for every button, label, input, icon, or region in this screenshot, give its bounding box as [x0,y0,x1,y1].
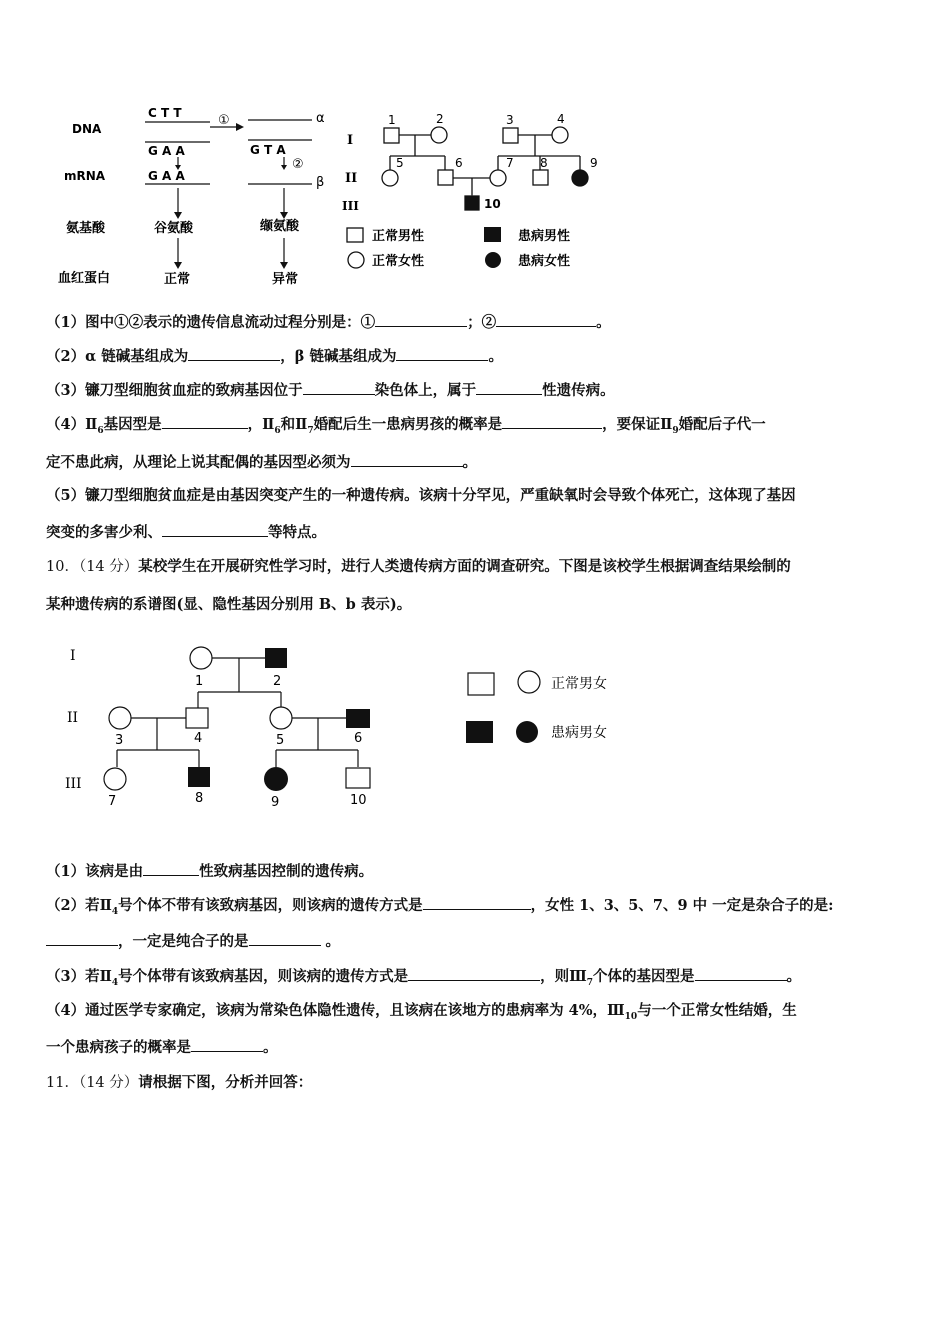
p2-num-9: 9 [271,795,280,810]
q9-line-4 [46,414,766,441]
step-1-label: ① [218,113,230,128]
row-label-mrna: mRNA [64,169,106,183]
q10-s1-text: （1）该病是由 [46,863,144,880]
ped1-num-6: 6 [455,156,463,170]
ped1-num-4: 4 [557,112,565,126]
answer-blank[interactable] [408,966,540,981]
q10-s4b-text: 号个体带有该致病基因，则该病的遗传方式是 [118,968,409,985]
answer-blank[interactable] [695,966,787,981]
q10-number: 10．（14 分） [46,559,139,575]
q9-l4g-text: 婚配后子代一 [678,416,766,433]
p2-male-10 [346,768,370,788]
q9-line-1 [46,312,611,333]
legend-normal-female: 正常女性 [372,254,425,269]
q9-l1-text: （1）图中①②表示的遗传信息流动过程分别是：① [46,314,376,331]
ped1-num-3: 3 [506,113,514,127]
answer-blank[interactable] [162,522,268,537]
mutant-strand: G T A [250,143,286,157]
answer-blank[interactable] [188,346,280,361]
ped1-female-4 [552,127,568,143]
row-label-dna: DNA [72,122,102,136]
answer-blank[interactable] [249,931,321,946]
answer-blank[interactable] [502,414,602,429]
ped1-female-2 [431,127,447,143]
q9-l4f-text: ，要保证Ⅱ [602,416,673,433]
q9-sub: 7 [307,425,314,436]
p2-legend-affected-male-icon [466,721,493,743]
ped1-num-5: 5 [396,156,404,170]
q9-l3c-text: 性遗传病。 [542,382,615,399]
q9-l2-text: （2）α 链碱基组成为 [46,348,189,365]
q10-s5a-text: （4）通过医学专家确定，该病为常染色体隐性遗传，且该病在该地方的患病率为 4%，Ⅲ [46,1002,625,1019]
q9-l7-text: 突变的多害少利、 [46,524,162,541]
q9-l3-text: （3）镰刀型细胞贫血症的致病基因位于 [46,382,303,399]
q10-sub: 4 [111,977,119,988]
p2-legend-affected: 患病男女 [551,725,607,741]
q9-l3b-text: 染色体上，属于 [374,382,477,399]
p2-male-2-affected [265,648,287,668]
gen-label-III: III [342,199,359,213]
step-2-label: ② [292,157,304,172]
q9-line-2 [46,346,503,367]
q10-sub: 7 [586,977,594,988]
p2-legend-affected-female-icon [516,721,538,743]
answer-blank[interactable] [496,312,596,327]
q10-s3b-text: ，一定是纯合子的是 [118,933,249,950]
answer-blank[interactable] [191,1037,263,1052]
p2-gen-III: III [65,776,82,792]
ped1-male-10-affected [465,196,479,210]
q10-sub-4 [46,1001,797,1027]
q9-l5-text: 定不患此病，从理论上说其配偶的基因型必须为 [46,454,351,471]
ped1-male-6 [438,170,453,185]
q9-line-3 [46,380,615,401]
q9-l4a-text: （4）Ⅱ [46,416,98,433]
q9-line-6 [46,486,796,506]
q9-l4b-text: 基因型是 [103,416,162,433]
q10-line-2 [46,595,411,615]
q11-line-1 [46,1073,312,1093]
p2-female-7 [104,768,126,790]
ped1-male-8 [533,170,548,185]
q9-sub: 6 [274,425,281,436]
p2-female-1 [190,647,212,669]
q10-s3c-text: 。 [320,933,341,950]
answer-blank[interactable] [396,346,488,361]
q10-sub-1 [46,861,373,882]
legend-normal-male-icon [347,228,363,242]
legend-affected-female-icon [485,252,501,268]
ped1-num-2: 2 [436,112,444,126]
q9-l5b-text: 。 [462,454,477,471]
alpha-label: α [316,111,325,126]
ped1-num-10: 10 [484,197,501,211]
answer-blank[interactable] [46,931,118,946]
q10-sub-2 [46,895,834,922]
ped1-male-3 [503,128,518,143]
legend-affected-male-icon [484,227,501,242]
answer-blank[interactable] [476,380,542,395]
gen-label-I: I [347,133,354,148]
q9-l2b-text: ，β 链碱基组成为 [280,348,397,365]
q10-s1b-text: 性致病基因控制的遗传病。 [199,863,374,880]
p2-gen-II: II [67,710,79,726]
legend-affected-female: 患病女性 [518,254,571,269]
figure-dna-pedigree [50,100,610,300]
legend-affected-male: 患病男性 [518,229,571,244]
q9-l7b-text: 等特点。 [268,524,326,541]
q10-sub: 10 [624,1011,638,1022]
q10-s2a-text: （2）若Ⅱ [46,897,112,914]
mrna-left: G A A [148,169,185,183]
answer-blank[interactable] [143,861,199,876]
ped1-female-5 [382,170,398,186]
p2-gen-I: I [70,648,76,664]
ped1-num-9: 9 [590,156,598,170]
p2-legend-normal-female-icon [518,671,540,693]
legend-normal-male: 正常男性 [372,229,425,244]
q9-line-5 [46,452,477,473]
p2-male-6-affected [346,709,370,728]
figure-pedigree-2 [55,640,655,815]
row-label-hemoglobin: 血红蛋白 [58,271,111,286]
q9-l2c-text: 。 [488,348,503,365]
ped1-female-7 [490,170,506,186]
protein-normal: 正常 [164,272,191,287]
p2-num-1: 1 [195,674,204,689]
q11-number: 11．（14 分） [46,1075,139,1091]
q10-s4a-text: （3）若Ⅱ [46,968,112,985]
q9-line-7 [46,522,326,543]
ped1-num-7: 7 [506,156,514,170]
q9-l6-text: （5）镰刀型细胞贫血症是由基因突变产生的一种遗传病。该病十分罕见，严重缺氧时会导致个体死亡，这体现了基因 [46,487,796,504]
dna-top-strand: C T T [148,106,182,120]
ped1-female-9-affected [572,170,588,186]
q10-s4d-text: 个体的基因型是 [593,968,695,985]
q9-sub: 6 [97,425,104,436]
q10-l1-text: 某校学生在开展研究性学习时，进行人类遗传病方面的调查研究。下图是该校学生根据调查结果绘制的 [138,558,791,575]
q10-sub-3 [46,966,801,993]
ped1-num-8: 8 [540,156,548,170]
q10-sub-2b [46,931,340,952]
q10-s6-text: 一个患病孩子的概率是 [46,1039,191,1056]
p2-legend-normal-male-icon [468,673,494,695]
legend-normal-female-icon [348,252,364,268]
q9-l4d-text: 和Ⅱ [280,416,308,433]
answer-blank[interactable] [423,895,531,910]
p2-female-9-affected [264,767,288,791]
q10-line-1 [46,557,791,577]
p2-num-2: 2 [273,674,282,689]
q10-s6b-text: 。 [263,1039,278,1056]
row-label-amino-acid: 氨基酸 [66,221,106,236]
amino-acid-mutant: 缬氨酸 [260,219,300,234]
q11-text: 请根据下图，分析并回答： [138,1074,313,1091]
answer-blank[interactable] [351,452,463,467]
q9-l4e-text: 婚配后生一患病男孩的概率是 [313,416,503,433]
q9-l1b-text: ；② [467,314,497,331]
p2-num-4: 4 [194,731,203,746]
q10-s4c-text: ，则Ⅲ [540,968,587,985]
q9-l1c-text: 。 [596,314,611,331]
p2-male-8-affected [188,767,210,787]
p2-num-5: 5 [276,733,285,748]
p2-female-3 [109,707,131,729]
gen-label-II: II [345,171,358,186]
q10-s2c-text: ，女性 1、3、5、7、9 中 一定是杂合子的是: [530,897,834,914]
q9-sub: 9 [672,425,679,436]
q10-l2-text: 某种遗传病的系谱图(显、隐性基因分别用 B、b 表示)。 [46,596,412,613]
p2-num-10: 10 [350,793,367,808]
q10-sub-4b [46,1037,278,1058]
answer-blank[interactable] [375,312,467,327]
q10-s4e-text: 。 [786,968,802,985]
p2-male-4 [186,708,208,728]
p2-num-7: 7 [108,794,117,809]
q10-sub: 4 [111,906,119,917]
beta-label: β [316,175,325,190]
answer-blank[interactable] [162,414,248,429]
amino-acid-normal: 谷氨酸 [154,221,194,236]
p2-legend-normal: 正常男女 [551,676,607,692]
p2-female-5 [270,707,292,729]
p2-num-6: 6 [354,731,363,746]
p2-num-8: 8 [195,791,204,806]
answer-blank[interactable] [303,380,375,395]
protein-abnormal: 异常 [272,272,299,287]
p2-num-3: 3 [115,733,124,748]
ped1-male-1 [384,128,399,143]
q10-s5b-text: 与一个正常女性结婚，生 [637,1002,797,1019]
q10-s2b-text: 号个体不带有该致病基因，则该病的遗传方式是 [118,897,423,914]
dna-bottom-strand: G A A [148,144,185,158]
ped1-num-1: 1 [388,113,396,127]
q9-l4c-text: ，Ⅱ [247,416,275,433]
